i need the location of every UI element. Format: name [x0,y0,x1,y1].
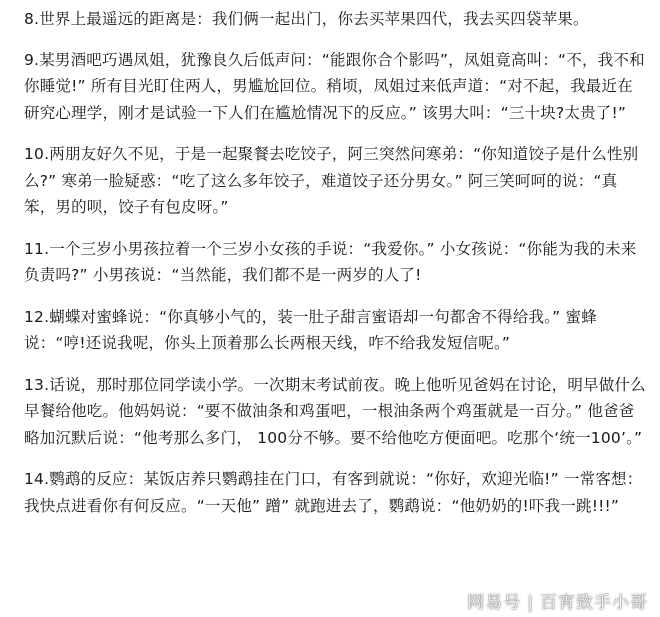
joke-paragraph-14: 14.鹦鹉的反应：某饭店养只鹦鹉挂在门口，有客到就说：“你好，欢迎光临!” 一常客想：我快点进看你有何反应。“一天他” 蹭” 就跑进去了，鹦鹉说：“他奶奶的!吓我一跳!!!” [24,470,643,515]
joke-paragraph-12: 12.蝴蝶对蜜蜂说：“你真够小气的，装一肚子甜言蜜语却一句都舍不得给我。” 蜜蜂说：“哼!还说我呢，你头上顶着那么长两根天线，咋不给我发短信呢。” [24,307,597,352]
watermark [467,588,648,613]
joke-paragraph-9: 9.某男酒吧巧遇凤姐，犹豫良久后低声问：“能跟你合个影吗”，凤姐竟高叫：“不，我不和你睡觉!” 所有目光盯住两人，男尴尬回位。稍顷，凤姐过来低声道：“对不起，我最近在研究心理学，刚才是试验一下人们在尴尬情况下的反应。” 该男大叫：“三十块?太贵了!” [24,50,645,122]
joke-paragraph-13: 13.话说，那时那位同学读小学。一次期末考试前夜。晚上他听见爸妈在讨论，明早做什么早餐给他吃。他妈妈说：“要不做油条和鸡蛋吧，一根油条两个鸡蛋就是一百分。” 他爸爸略加沉默后说：“他考那么多门， 100分不够。要不给他吃方便面吧。吃那个‘统一100’。” [24,375,646,447]
watermark-separator: | [527,593,534,613]
joke-paragraph-11: 11.一个三岁小男孩拉着一个三岁小女孩的手说：“我爱你。” 小女孩说：“你能为我的未来负责吗?” 小男孩说：“当然能，我们都不是一两岁的人了! [24,239,637,284]
joke-paragraph-10: 10.两朋友好久不见，于是一起聚餐去吃饺子，阿三突然问寒弟：“你知道饺子是什么性别么?” 寒弟一脸疑惑：“吃了这么多年饺子，难道饺子还分男女。” 阿三笑呵呵的说：“真笨，男的呗，饺子有包皮呀。” [24,145,639,216]
watermark-brand: 网易号 [467,593,522,613]
watermark-author: 百宵致手小哥 [540,593,648,613]
joke-paragraph-8: 8.世界上最遥远的距离是：我们俩一起出门，你去买苹果四代，我去买四袋苹果。 [24,10,589,28]
